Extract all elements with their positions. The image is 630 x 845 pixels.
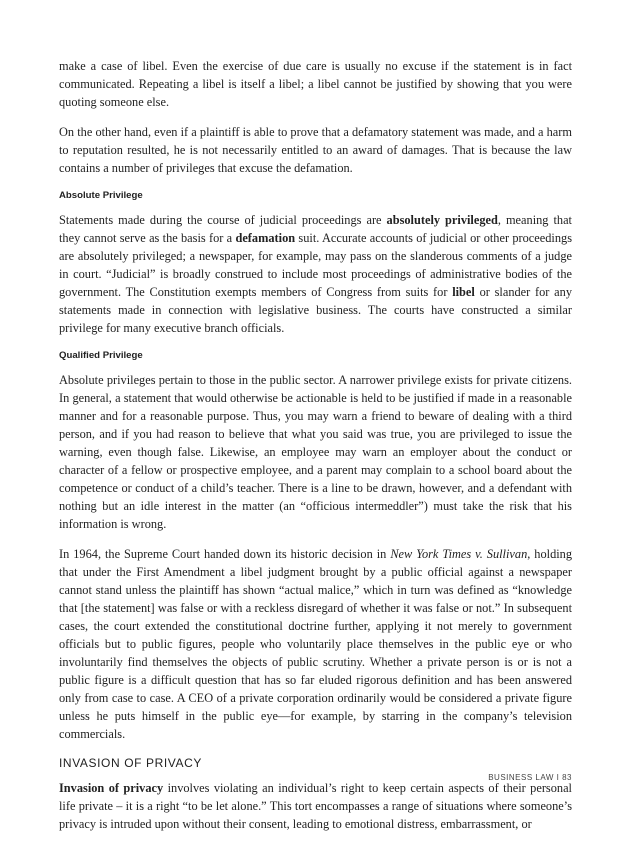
paragraph-qualified-privilege: Absolute privileges pertain to those in the public sector. A narrower privilege exists for private citizens. In general, a statement that would otherwise be actionable is held to be justified if made in a reasonable manner and for a reasonable purpose. Thus, you may warn a friend to beware of dealing with a third person, and if you had reason to believe that what you said was true, you are privileged to issue the warning, even though false. Likewise, an employee may warn an employer about the conduct or character of a fellow or prospective employee, and a parent may complain to a school board about the competence or conduct of a child’s teacher. There is a line to be drawn, however, and a defendant with nothing but an idle interest in the matter (an “officious intermeddler”) must take the risk that his information is wrong. (59, 373, 572, 531)
heading-invasion-of-privacy: INVASION OF PRIVACY (59, 756, 202, 770)
case-name: New York Times v. Sullivan (390, 547, 528, 561)
page-footer: BUSINESS LAW I 83 (488, 773, 572, 782)
term-libel: libel (452, 285, 475, 299)
paragraph-privileges-intro: On the other hand, even if a plaintiff is able to prove that a defamatory statement was made, and a harm to reputation resulted, he is not necessarily entitled to an award of damages. That is because the law contains a number of privileges that excuse the defamation. (59, 125, 572, 175)
term-absolutely-privileged: absolutely privileged (386, 213, 498, 227)
paragraph-nyt-sullivan: In 1964, the Supreme Court handed down its historic decision in New York Times v. Sullivan, holding that under the First Amendment a libel judgment brought by a public official against a newspaper cannot stand unless the plaintiff has shown “actual malice,” which in turn was defined as “knowledge that [the statement] was false or with a reckless disregard of whether it was false or not.” In subsequent cases, the court extended the constitutional doctrine further, applying it not merely to government officials but to public figures, people who voluntarily place themselves in the public eye or who involuntarily find themselves the objects of public scrutiny. Whether a private person is or is not a public figure is a difficult question that has so far eluded rigorous definition and has been answered only from case to case. A CEO of a private corporation ordinarily would be considered a private figure unless he puts himself in the public eye—for example, by starring in the company’s television commercials. (59, 547, 573, 741)
heading-qualified-privilege: Qualified Privilege (59, 350, 143, 361)
document-page (59, 57, 572, 845)
term-invasion-of-privacy: Invasion of privacy (59, 781, 164, 795)
paragraph-libel-continued: make a case of libel. Even the exercise of due care is usually no excuse if the statement is in fact communicated. Repeating a libel is itself a libel; a libel cannot be justified by showing that you were quoting someone else. (59, 59, 572, 109)
paragraph-absolute-privilege: Statements made during the course of judicial proceedings are absolutely privileged, meaning that they cannot serve as the basis for a defamation suit. Accurate accounts of judicial or other proceedings are absolutely privileged; a newspaper, for example, may pass on the slanderous comments of a judge in court. “Judicial” is broadly construed to include most proceedings of administrative bodies of the government. The Constitution exempts members of Congress from suits for libel or slander for any statements made in connection with legislative business. The courts have constructed a similar privilege for many executive branch officials. (59, 213, 572, 335)
heading-absolute-privilege: Absolute Privilege (59, 190, 143, 201)
term-defamation: defamation (235, 231, 296, 245)
paragraph-invasion-of-privacy: Invasion of privacy involves violating an individual’s right to keep certain aspects of their personal life private – it is a right “to be let alone.” This tort encompasses a range of situations where someone’s privacy is intruded upon without their consent, leading to emotional distress, embarrassment, or (59, 781, 572, 831)
